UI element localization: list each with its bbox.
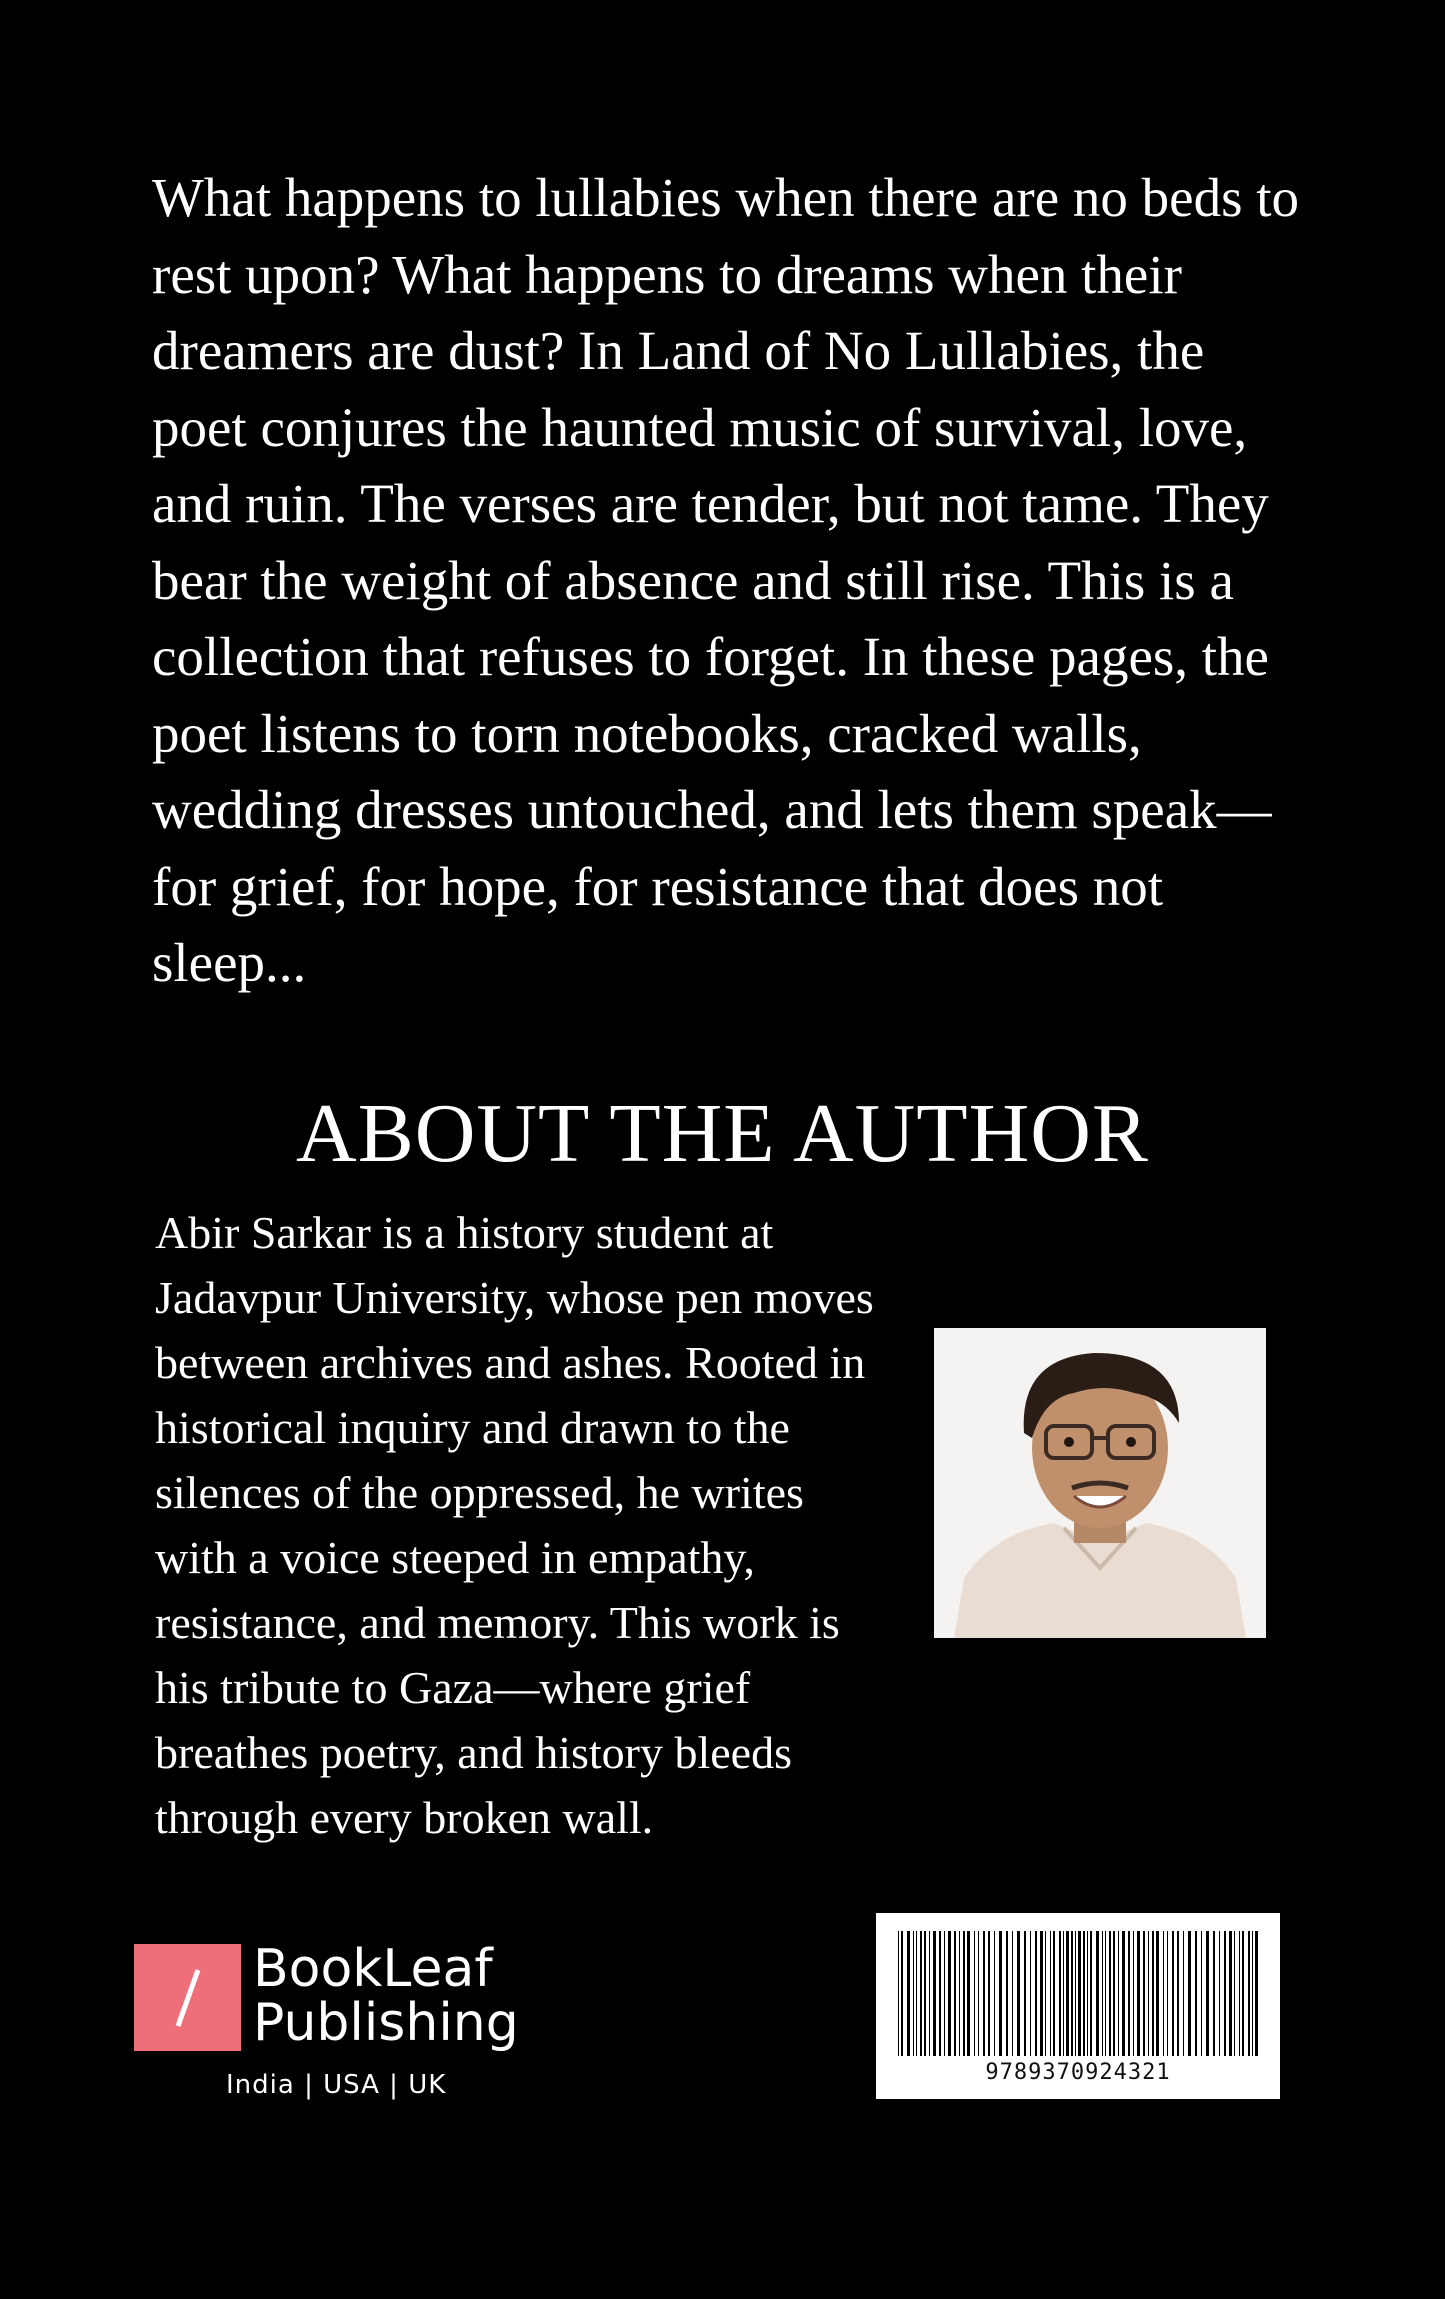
- barcode-bar: [967, 1931, 970, 2056]
- publisher-name-line1: BookLeaf: [253, 1939, 493, 1999]
- barcode-bar: [1113, 1931, 1115, 2056]
- barcode-bar: [959, 1931, 960, 2056]
- barcode-bar: [1195, 1931, 1197, 2056]
- barcode-bar: [1083, 1931, 1085, 2056]
- barcode-bar: [929, 1931, 930, 2056]
- barcode-bar: [1053, 1931, 1055, 2056]
- barcode-bar: [1219, 1931, 1220, 2056]
- barcode-bars: [896, 1931, 1260, 2056]
- barcode-bar: [944, 1931, 945, 2056]
- barcode-bar: [1078, 1931, 1081, 2056]
- barcode-bar: [1224, 1931, 1226, 2056]
- barcode-bar: [978, 1931, 979, 2056]
- barcode-bar: [913, 1931, 914, 2056]
- barcode-bar: [907, 1931, 910, 2056]
- barcode-bar: [1239, 1931, 1240, 2056]
- barcode-bar: [1087, 1931, 1088, 2056]
- barcode-bar: [920, 1931, 922, 2056]
- barcode-bar: [1122, 1931, 1125, 2056]
- author-portrait-illustration: [934, 1328, 1266, 1638]
- barcode-bar: [924, 1931, 926, 2056]
- barcode-bar: [1167, 1931, 1168, 2056]
- isbn-number: 9789370924321: [985, 2060, 1171, 2085]
- barcode-bar: [948, 1931, 951, 2056]
- barcode-bar: [1075, 1931, 1076, 2056]
- barcode-bar: [1109, 1931, 1111, 2056]
- barcode-bar: [1213, 1931, 1215, 2056]
- barcode-bar: [1143, 1931, 1145, 2056]
- barcode-bar: [1128, 1931, 1130, 2056]
- publisher-name-line2: Publishing: [253, 1993, 519, 2053]
- barcode-bar: [1105, 1931, 1106, 2056]
- barcode-bar: [1012, 1931, 1013, 2056]
- back-cover-blurb: What happens to lullabies when there are no beds to rest upon? What happens to dreams when their dreamers are dust? In Land of No Lullabies, the poet conjures the haunted music of survival, love, and ruin. The verses are tender, but not tame. They bear the weight of absence and still rise. This is a collection that refuses to forget. In these pages, the poet listens to torn notebooks, cracked walls, wedding dresses untouched, and lets them speak—for grief, for hope, for resistance that does not sleep...: [152, 167, 1299, 993]
- barcode-bar: [1071, 1931, 1073, 2056]
- barcode-bar: [1242, 1931, 1244, 2056]
- barcode-bar: [1066, 1931, 1069, 2056]
- barcode-bar: [1030, 1931, 1031, 2056]
- barcode-bar: [898, 1931, 899, 2056]
- barcode-bar: [1188, 1931, 1191, 2056]
- barcode-bar: [1017, 1931, 1020, 2056]
- barcode-bar: [1050, 1931, 1051, 2056]
- barcode-bar: [1040, 1931, 1043, 2056]
- barcode-bar: [1063, 1931, 1064, 2056]
- barcode-bar: [1102, 1931, 1103, 2056]
- barcode-bar: [1177, 1931, 1179, 2056]
- publisher-countries: India | USA | UK: [226, 2070, 447, 2100]
- author-photo: [934, 1328, 1266, 1638]
- slash-icon: [134, 1944, 241, 2051]
- barcode-bar: [901, 1931, 903, 2056]
- barcode-bar: [1148, 1931, 1149, 2056]
- barcode-bar: [954, 1931, 956, 2056]
- publisher-logo: [134, 1939, 534, 2104]
- barcode-bar: [1024, 1931, 1026, 2056]
- barcode-bar: [933, 1931, 936, 2056]
- barcode-bar: [1059, 1931, 1061, 2056]
- barcode-bar: [1006, 1931, 1008, 2056]
- barcode-bar: [1152, 1931, 1154, 2056]
- barcode-bar: [1229, 1931, 1232, 2056]
- barcode-bar: [916, 1931, 917, 2056]
- barcode-bar: [1156, 1931, 1159, 2056]
- barcode-bar: [1118, 1931, 1119, 2056]
- barcode-bar: [1045, 1931, 1046, 2056]
- barcode-bar: [1255, 1931, 1258, 2056]
- about-author-heading: ABOUT THE AUTHOR: [296, 1087, 1149, 1180]
- barcode-bar: [1172, 1931, 1174, 2056]
- barcode-bar: [1183, 1931, 1184, 2056]
- barcode-bar: [999, 1931, 1002, 2056]
- barcode-bar: [1137, 1931, 1140, 2056]
- barcode-bar: [963, 1931, 965, 2056]
- barcode-bar: [994, 1931, 995, 2056]
- barcode-bar: [1133, 1931, 1134, 2056]
- barcode-bar: [939, 1931, 941, 2056]
- barcode-bar: [1096, 1931, 1099, 2056]
- barcode-bar: [1206, 1931, 1209, 2056]
- isbn-barcode: [876, 1913, 1280, 2099]
- barcode-bar: [974, 1931, 975, 2056]
- barcode-bar: [1090, 1931, 1092, 2056]
- barcode-bar: [988, 1931, 990, 2056]
- barcode-bar: [1201, 1931, 1202, 2056]
- barcode-bar: [983, 1931, 985, 2056]
- author-bio: Abir Sarkar is a history student at Jadavpur University, whose pen moves between archives and ashes. Rooted in historical inquiry and drawn to the silences of the oppressed, he writes with a voice steeped in empathy, resistance, and memory. This work is his tribute to Gaza—where grief breathes poetry, and history bleeds through every broken wall.: [155, 1207, 874, 1843]
- barcode-bar: [1248, 1931, 1250, 2056]
- barcode-bar: [1252, 1931, 1253, 2056]
- barcode-bar: [1234, 1931, 1235, 2056]
- barcode-bar: [1035, 1931, 1037, 2056]
- barcode-bar: [1163, 1931, 1164, 2056]
